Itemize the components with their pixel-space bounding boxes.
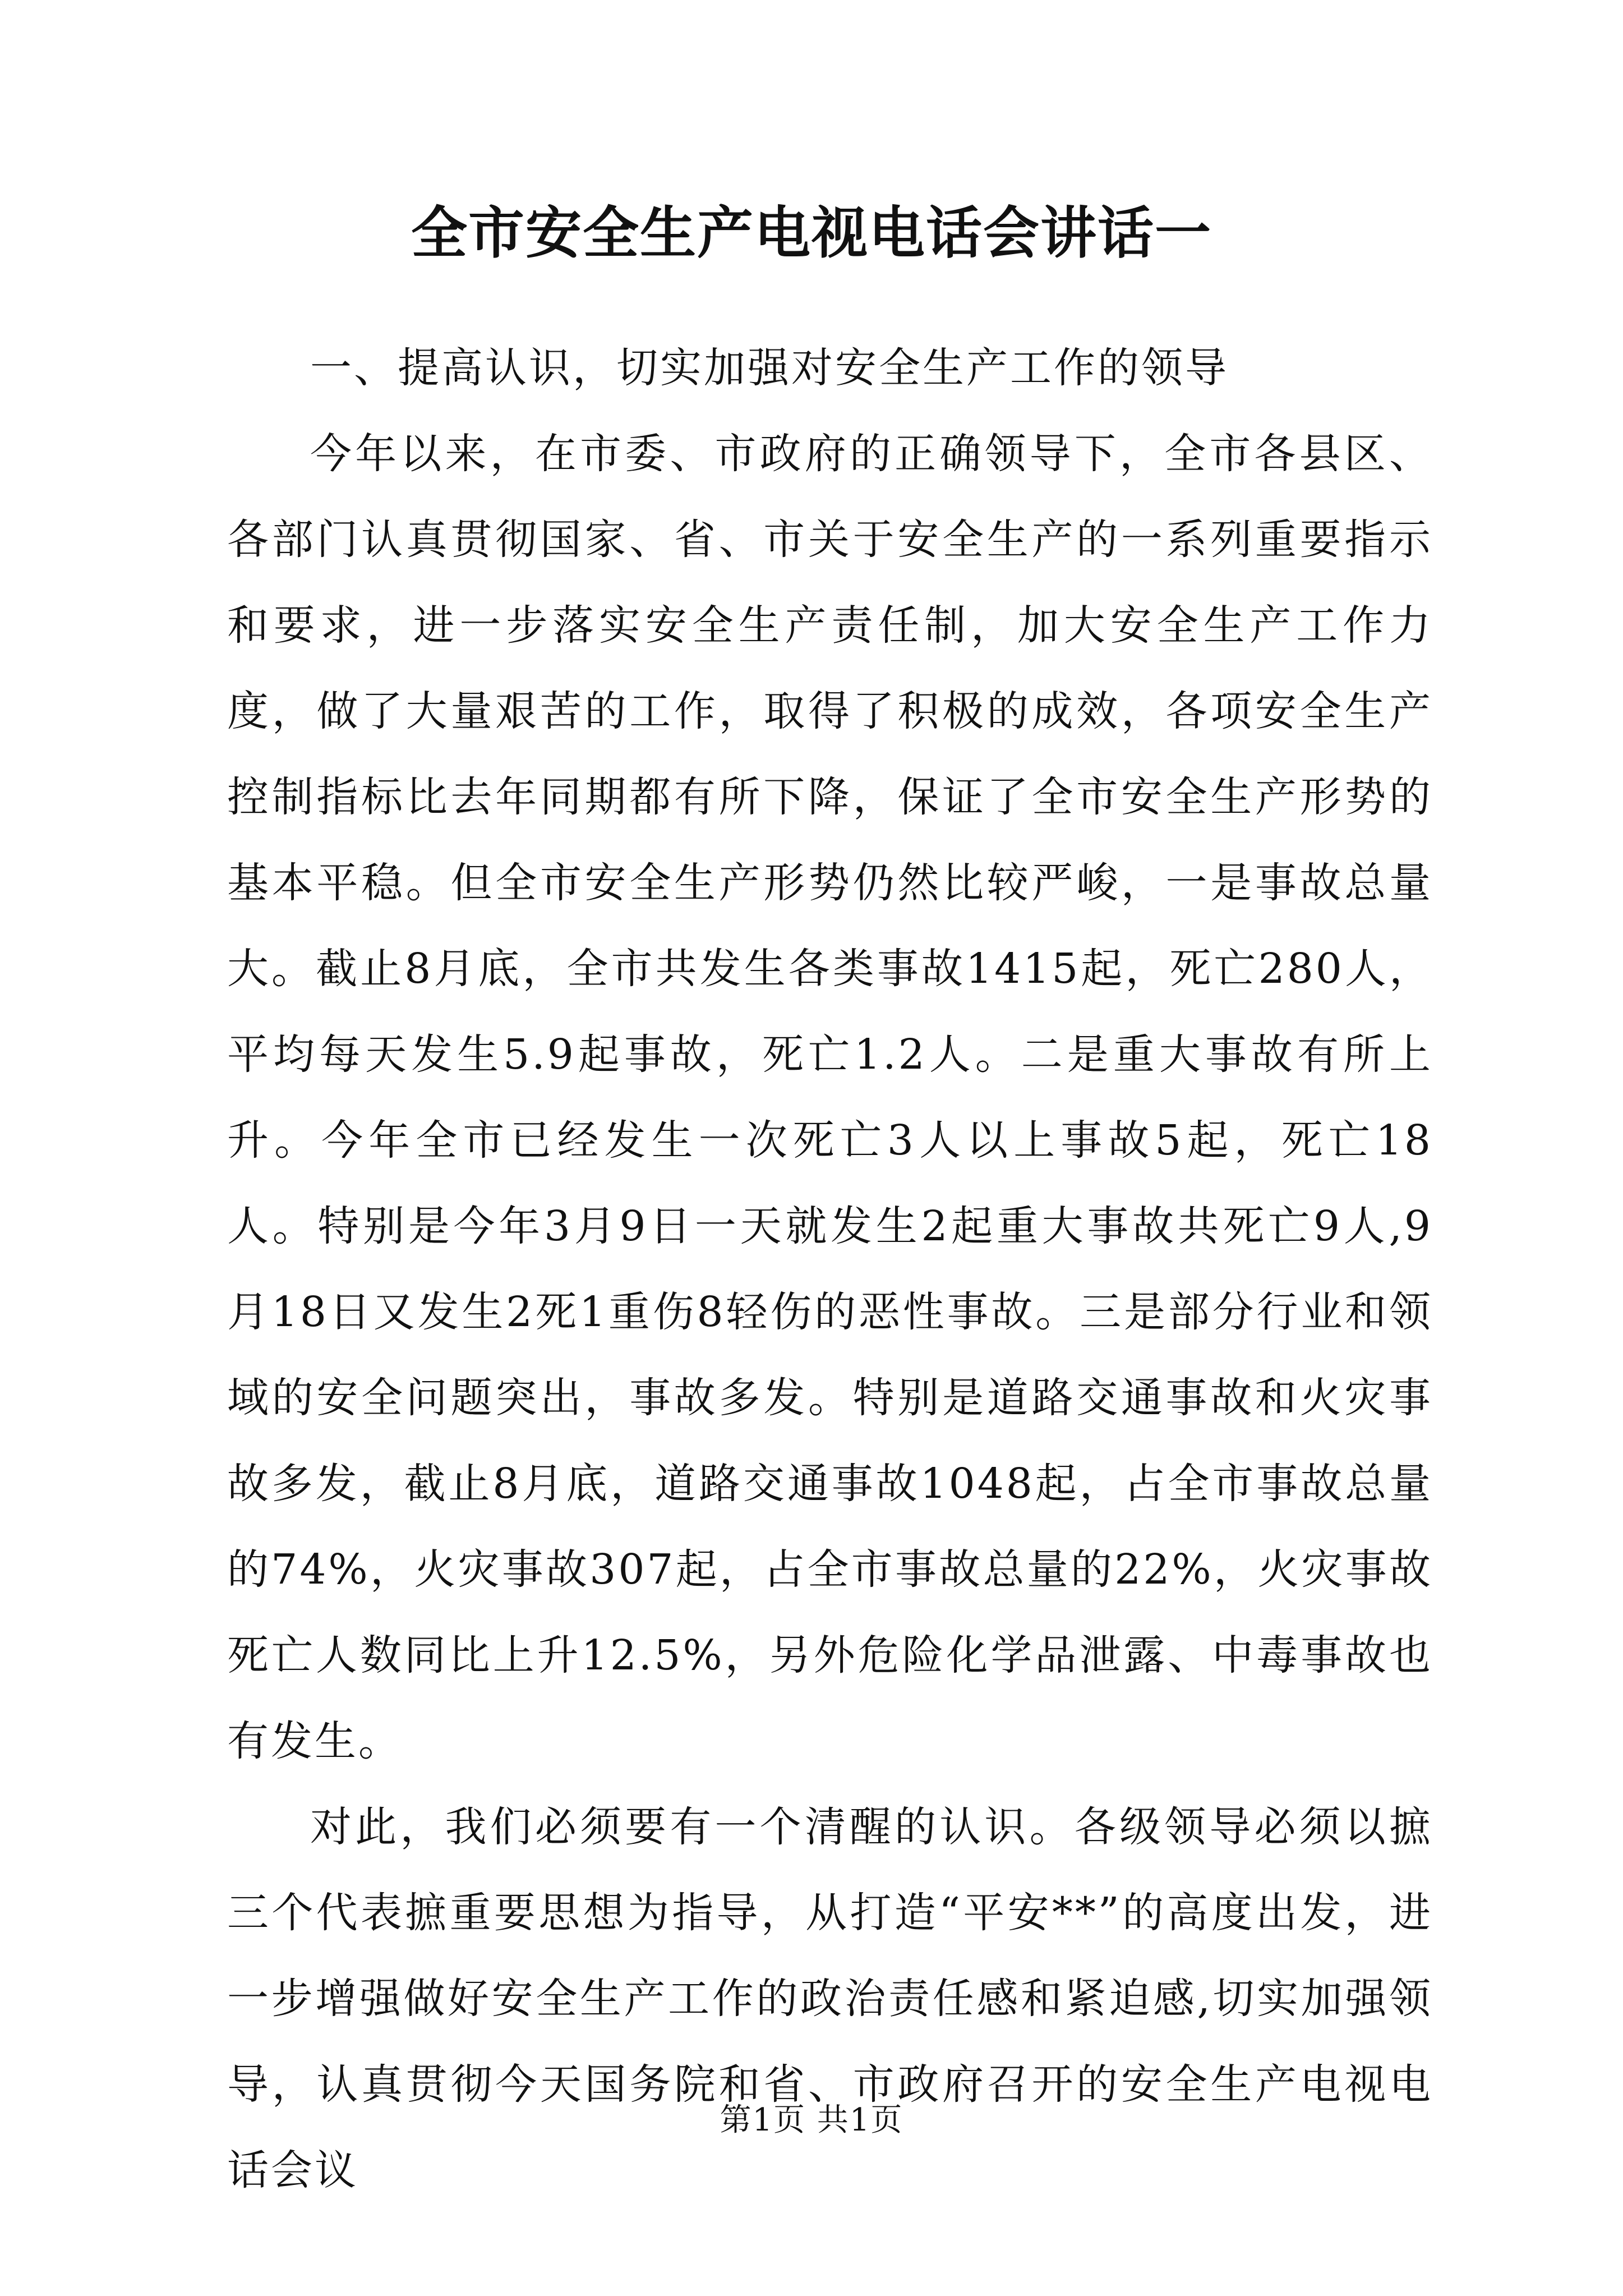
document-title: 全市安全生产电视电话会讲话一 (411, 200, 1212, 266)
body-paragraph: 今年以来，在市委、市政府的正确领导下，全市各县区、各部门认真贯彻国家、省、市关于安全生产的一系列重要指示和要求，进一步落实安全生产责任制，加大安全生产工作力度，做了大量艰苦的工作，取得了积极的成效，各项安全生产控制指标比去年同期都有所下降，保证了全市安全生产形势的基本平稳。但全市安全生产形势仍然比较严峻，一是事故总量大。截止8月底，全市共发生各类事故1415起，死亡280人，平均每天发生5.9起事故，死亡1.2人。二是重大事故有所上升。今年全市已经发生一次死亡3人以上事故5起，死亡18人。特别是今年3月9日一天就发生2起重大事故共死亡9人,9月18日又发生2死1重伤8轻伤的恶性事故。三是部分行业和领域的安全问题突出，事故多发。特别是道路交通事故和火灾事故多发，截止8月底，道路交通事故1048起，占全市事故总量的74%，火灾事故307起，占全市事故总量的22%，火灾事故死亡人数同比上升12.5%，另外危险化学品泄露、中毒事故也有发生。 (227, 430, 1433, 1765)
document-body (227, 325, 1433, 2214)
page-footer: 第1页 共1页 (720, 2102, 903, 2138)
body-paragraph: 对此，我们必须要有一个清醒的认识。各级领导必须以摭三个代表摭重要思想为指导，从打造“平安**”的高度出发，进一步增强做好安全生产工作的政治责任感和紧迫感,切实加强领导，认真贯彻今天国务院和省、市政府召开的安全生产电视电话会议 (227, 1803, 1433, 2194)
section-heading: 一、提高认识，切实加强对安全生产工作的领导 (310, 344, 1229, 392)
